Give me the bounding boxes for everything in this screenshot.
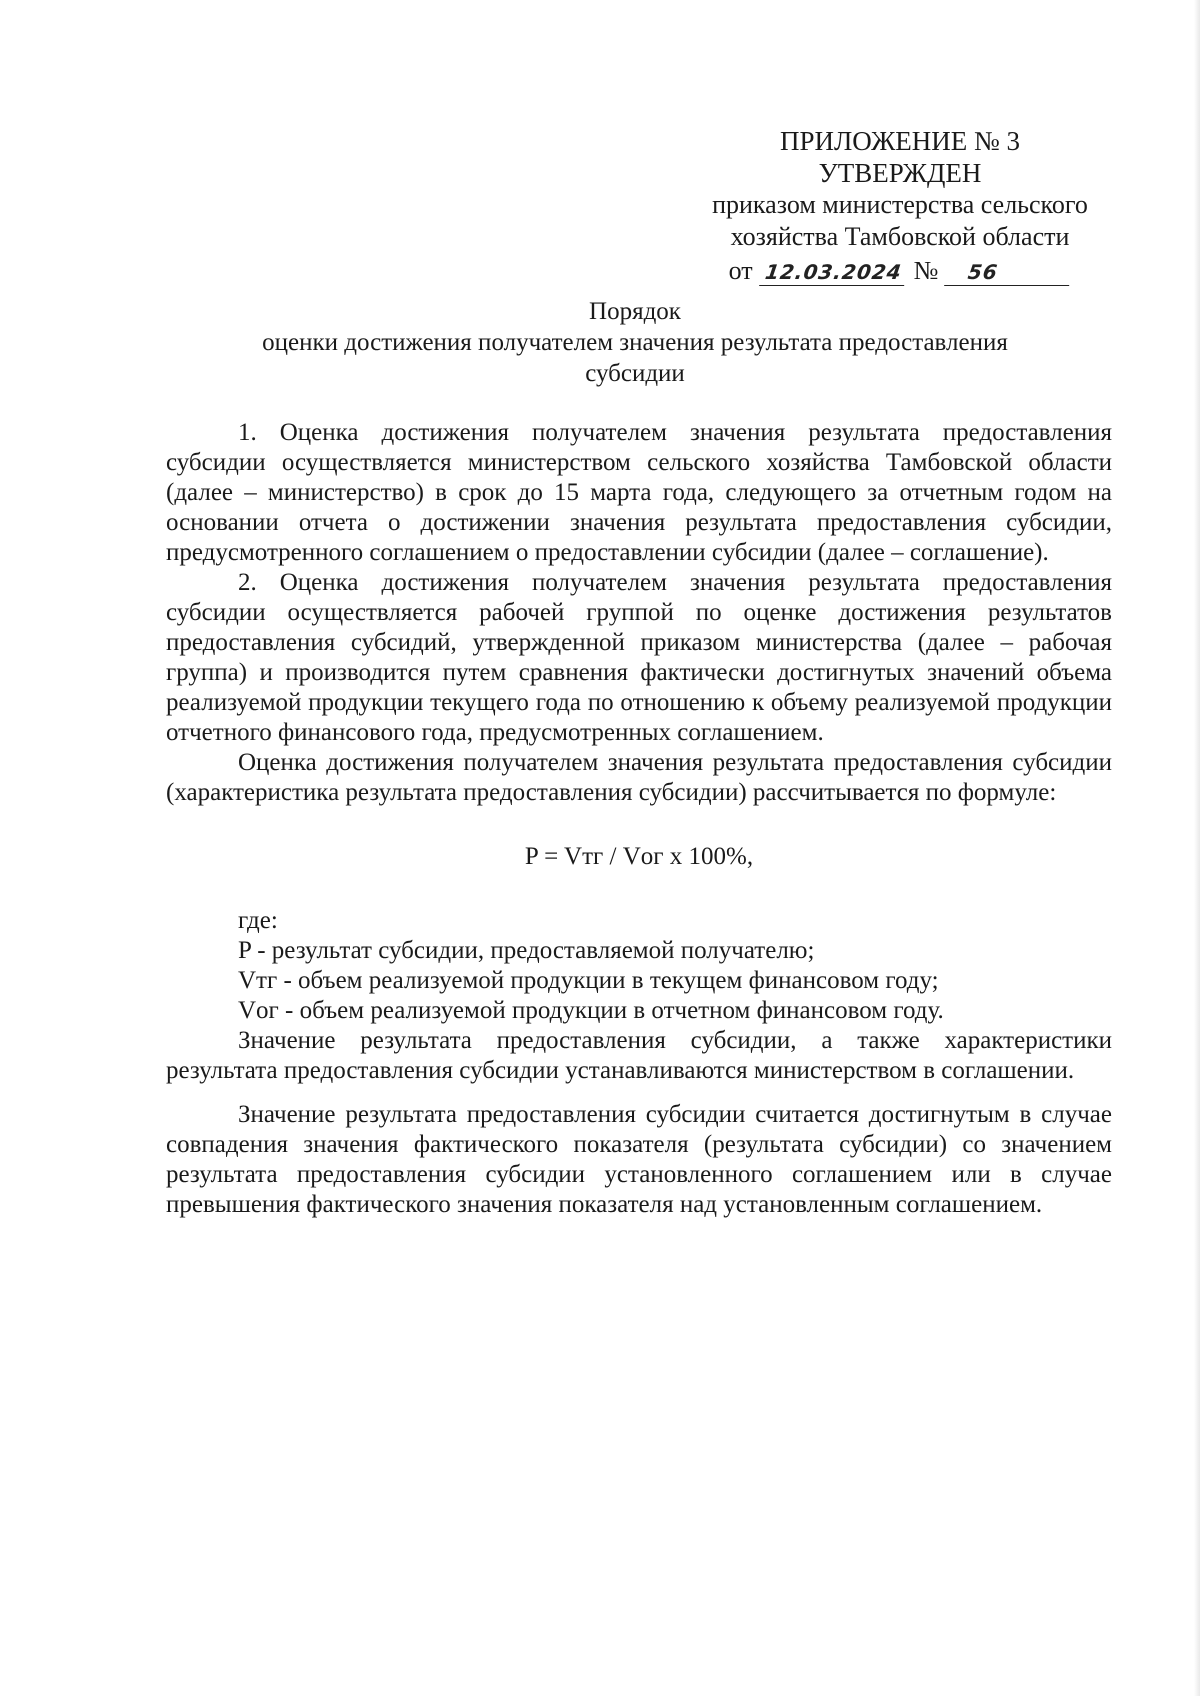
handwritten-order-number: 56 bbox=[945, 259, 1074, 286]
approval-date-number-line bbox=[690, 255, 1110, 287]
number-label: № bbox=[913, 256, 939, 285]
page-edge-shadow bbox=[1194, 0, 1200, 1696]
paragraph-1: 1. Оценка достижения получателем значения результата предоставления субсидии осуществляется министерством сельского хозяйства Тамбовской области (далее – министерство) в срок до 15 марта года, следующего за отчетным годом на основании отчета о достижении значения результата предоставления субсидии, предусмотренного соглашением о предоставлении субсидии (далее – соглашение). bbox=[166, 419, 1112, 566]
paragraph-2: 2. Оценка достижения получателем значения результата предоставления субсидии осуществляется рабочей группой по оценке достижения результатов предоставления субсидий, утвержденной приказом министерства (далее – рабочая группа) и производится путем сравнения фактически достигнутых значений объема реализуемой продукции текущего года по отношению к объему реализуемой продукции отчетного финансового года, предусмотренных соглашением. bbox=[166, 569, 1112, 746]
definition-p: P - результат субсидии, предоставляемой получателю; bbox=[238, 937, 815, 964]
approval-order-line-2: хозяйства Тамбовской области bbox=[730, 222, 1070, 251]
title-line-2: оценки достижения получателем значения результата предоставления bbox=[262, 329, 1008, 356]
paragraph-3: Оценка достижения получателем значения результата предоставления субсидии (характеристика результата предоставления субсидии) рассчитывается по формуле: bbox=[166, 749, 1112, 806]
approved-heading: УТВЕРЖДЕН bbox=[818, 158, 982, 188]
title-line-3: субсидии bbox=[585, 360, 685, 387]
approval-order-line-1: приказом министерства сельского bbox=[712, 190, 1088, 219]
definition-vog: Vог - объем реализуемой продукции в отчетном финансовом году. bbox=[238, 997, 944, 1024]
paragraph-5: Значение результата предоставления субсидии считается достигнутым в случае совпадения значения фактического показателя (результата субсидии) со значением результата предоставления субсидии установленного соглашением или в случае превышения фактического значения показателя над установленным соглашением. bbox=[166, 1101, 1112, 1218]
formula: P = Vтг / Vог x 100%, bbox=[524, 843, 754, 870]
approval-block bbox=[690, 125, 1110, 287]
from-label: от bbox=[728, 256, 753, 285]
title-line-1: Порядок bbox=[589, 298, 681, 325]
paragraph-4: Значение результата предоставления субсидии, а также характеристики результата предоставления субсидии устанавливаются министерством в соглашении. bbox=[166, 1027, 1112, 1084]
where-label: где: bbox=[238, 907, 278, 934]
handwritten-date: 12.03.2024 bbox=[759, 259, 908, 286]
document-body bbox=[166, 418, 1112, 1220]
appendix-number: ПРИЛОЖЕНИЕ № 3 bbox=[779, 126, 1021, 156]
document-title bbox=[170, 296, 1100, 389]
definition-vtg: Vтг - объем реализуемой продукции в текущем финансовом году; bbox=[238, 967, 939, 994]
